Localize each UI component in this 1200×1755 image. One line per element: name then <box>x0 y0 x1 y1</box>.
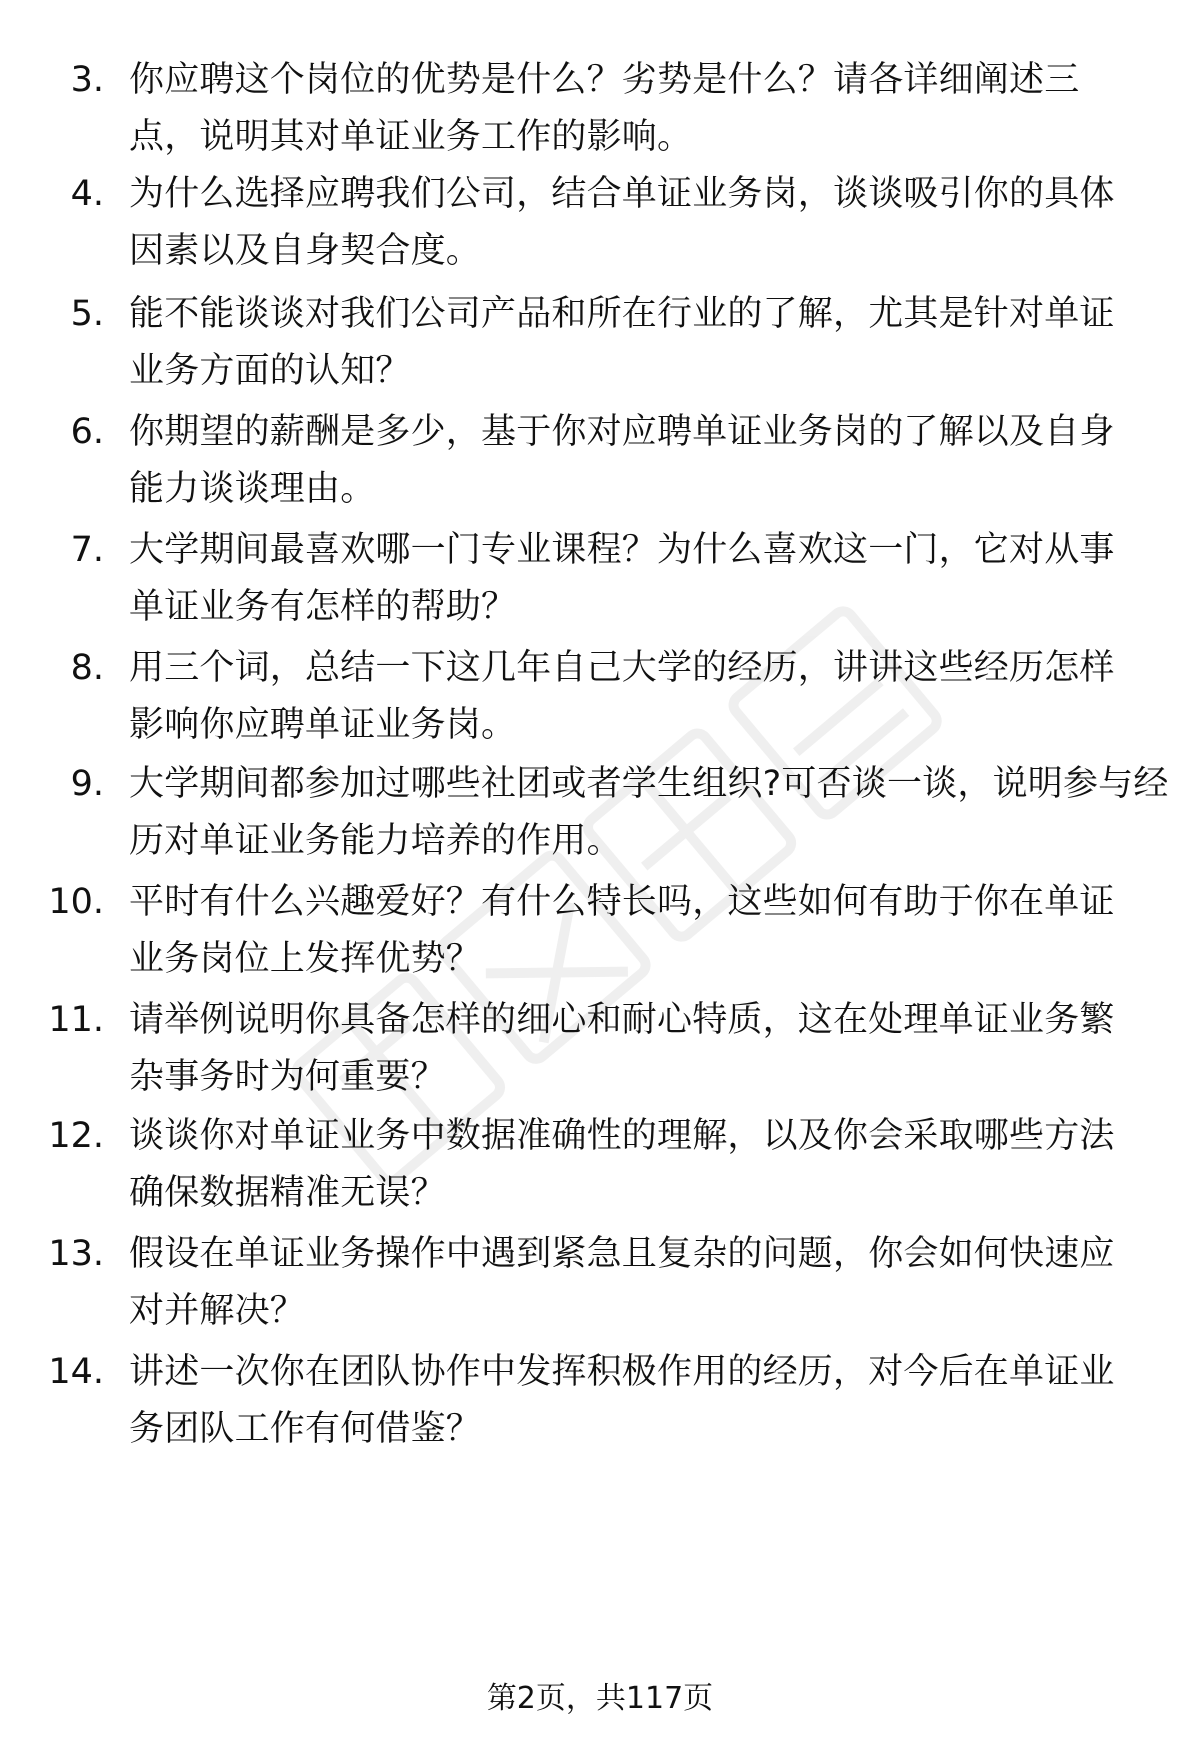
question-number: 8. <box>70 648 104 688</box>
question-text: 大学期间都参加过哪些社团或者学生组织?可否谈一谈，说明参与经历对单证业务能力培养的作用。 <box>129 764 1169 861</box>
page-number-footer: 第2页，共117页 <box>486 1681 714 1716</box>
question-number: 11. <box>48 1000 104 1040</box>
question-number: 7. <box>70 530 104 570</box>
question-text: 大学期间最喜欢哪一门专业课程？为什么喜欢这一门，它对从事单证业务有怎样的帮助？ <box>129 530 1115 627</box>
question-number: 10. <box>48 882 104 922</box>
question-text: 为什么选择应聘我们公司，结合单证业务岗，谈谈吸引你的具体因素以及自身契合度。 <box>129 174 1115 271</box>
question-text: 请举例说明你具备怎样的细心和耐心特质，这在处理单证业务繁杂事务时为何重要？ <box>129 1000 1115 1097</box>
question-text: 能不能谈谈对我们公司产品和所在行业的了解，尤其是针对单证业务方面的认知？ <box>129 294 1115 391</box>
question-text: 平时有什么兴趣爱好？有什么特长吗，这些如何有助于你在单证业务岗位上发挥优势？ <box>129 882 1115 979</box>
question-number: 4. <box>70 174 104 214</box>
question-text: 讲述一次你在团队协作中发挥积极作用的经历，对今后在单证业务团队工作有何借鉴？ <box>129 1352 1115 1449</box>
question-text: 假设在单证业务操作中遇到紧急且复杂的问题，你会如何快速应对并解决？ <box>129 1234 1115 1331</box>
question-number: 5. <box>70 294 104 334</box>
question-text: 谈谈你对单证业务中数据准确性的理解，以及你会采取哪些方法确保数据精准无误？ <box>129 1116 1115 1213</box>
question-text: 你应聘这个岗位的优势是什么？劣势是什么？请各详细阐述三点，说明其对单证业务工作的影响。 <box>129 60 1080 157</box>
question-text: 用三个词，总结一下这几年自己大学的经历，讲讲这些经历怎样影响你应聘单证业务岗。 <box>129 648 1115 745</box>
question-number: 12. <box>48 1116 104 1156</box>
question-number: 14. <box>48 1352 104 1392</box>
question-number: 3. <box>70 60 104 100</box>
question-number: 6. <box>70 412 104 452</box>
question-number: 13. <box>48 1234 104 1274</box>
question-text: 你期望的薪酬是多少，基于你对应聘单证业务岗的了解以及自身能力谈谈理由。 <box>129 412 1115 509</box>
question-number: 9. <box>70 764 104 804</box>
